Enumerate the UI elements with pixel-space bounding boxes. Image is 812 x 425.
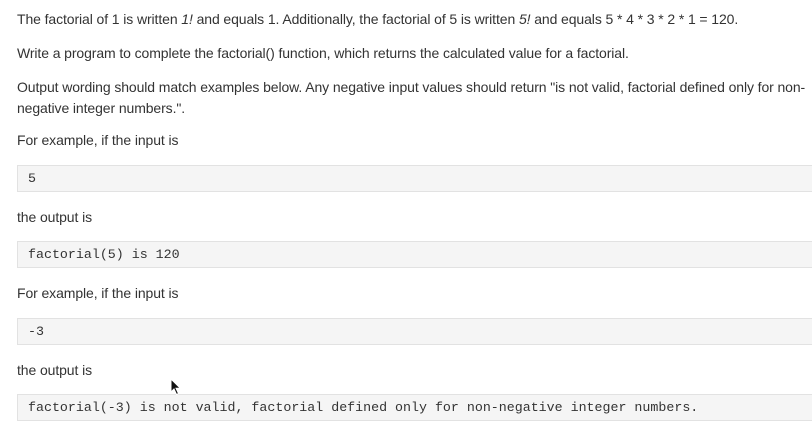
intro-part-2: and equals 1. Additionally, the factorial of 5 is written <box>192 11 519 27</box>
factorial-intro-text <box>17 9 738 30</box>
example-2-input-code: -3 <box>17 318 812 345</box>
example-2-input-label: For example, if the input is <box>17 285 179 301</box>
output-wording-note: Output wording should match examples below. Any negative input values should return "is not valid, factorial defined only for non-negative integer numbers.". <box>17 79 806 116</box>
intro-part-1: The factorial of 1 is written <box>17 11 182 27</box>
mouse-pointer-icon <box>170 378 182 396</box>
intro-part-3: and equals 5 * 4 * 3 * 2 * 1 = 120. <box>530 11 739 27</box>
intro-factorial-1: 1! <box>181 11 193 27</box>
example-1-input-code: 5 <box>17 165 812 192</box>
example-1-output-label: the output is <box>17 209 92 225</box>
example-1-input-label: For example, if the input is <box>17 132 179 148</box>
intro-factorial-5: 5! <box>518 11 531 27</box>
example-2-output-label: the output is <box>17 362 92 378</box>
example-1-output-code: factorial(5) is 120 <box>17 241 812 268</box>
instruction-text: Write a program to complete the factorial() function, which returns the calculated value for a factorial. <box>17 45 629 61</box>
example-2-output-code: factorial(-3) is not valid, factorial defined only for non-negative integer numbers. <box>17 394 812 421</box>
